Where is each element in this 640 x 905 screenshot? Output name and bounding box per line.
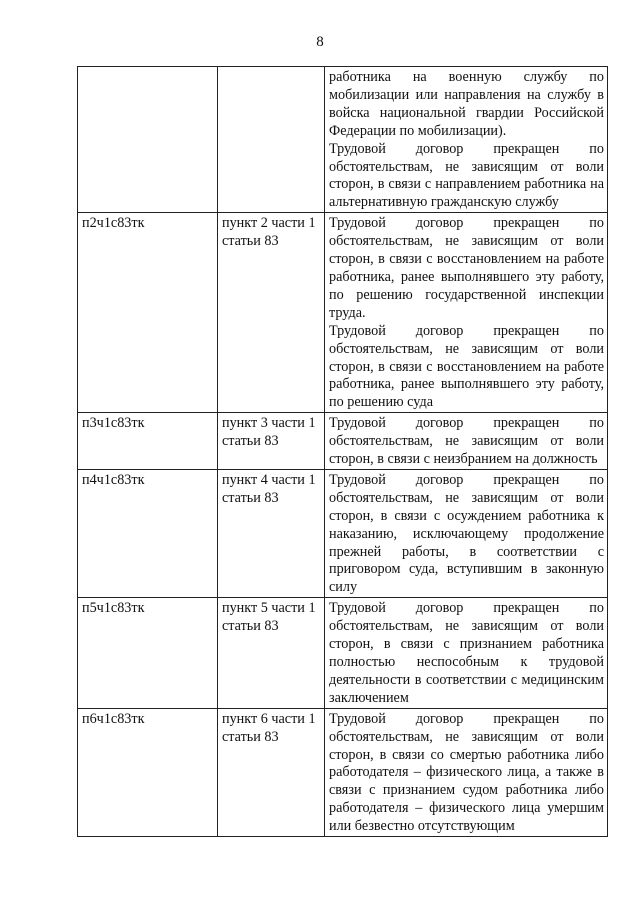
code-cell: п4ч1с83тк: [78, 469, 218, 597]
code-cell: п2ч1с83тк: [78, 213, 218, 413]
description-cell: [325, 67, 608, 213]
article-reference-cell: пункт 4 части 1 статьи 83: [218, 469, 325, 597]
code-cell: [78, 67, 218, 213]
description-paragraph: Трудовой договор прекращен по обстоятельствам, не зависящим от воли сторон, в связи с осуждением работника к наказанию, исключающему продолжение прежней работы, в соответствии с приговором суда, вступившим в законную силу: [329, 471, 604, 596]
description-cell: [325, 469, 608, 597]
description-paragraph: Трудовой договор прекращен по обстоятельствам, не зависящим от воли сторон, в связи с восстановлением на работе работника, ранее выполнявшего эту работу, по решению государственной инспекции труда.: [329, 215, 604, 321]
table-row: [78, 67, 608, 213]
description-paragraph: Трудовой договор прекращен по обстоятельствам, не зависящим от воли сторон, в связи с восстановлением на работе работника, ранее выполнявшего эту работу, по решению суда: [329, 322, 604, 411]
code-cell: п3ч1с83тк: [78, 413, 218, 470]
table-row: [78, 413, 608, 470]
article-reference-cell: пункт 3 части 1 статьи 83: [218, 413, 325, 470]
description-paragraph: Трудовой договор прекращен по обстоятельствам, не зависящим от воли сторон, в связи с направлением работника на альтернативную гражданскую службу: [329, 140, 604, 211]
description-paragraph: Трудовой договор прекращен по обстоятельствам, не зависящим от воли сторон, в связи с признанием работника полностью неспособным к трудовой деятельности в соответствии с медицинским заключением: [329, 600, 604, 706]
page-number: 8: [316, 34, 324, 50]
description-cell: [325, 213, 608, 413]
article-reference-cell: пункт 6 части 1 статьи 83: [218, 708, 325, 836]
table-row: [78, 708, 608, 836]
description-cell: [325, 413, 608, 470]
table-row: [78, 598, 608, 708]
article-reference-cell: пункт 5 части 1 статьи 83: [218, 598, 325, 708]
article-reference-cell: пункт 2 части 1 статьи 83: [218, 213, 325, 413]
description-paragraph: работника на военную службу по мобилизации или направления на службу в войска национальной гвардии Российской Федерации по мобилизации).: [329, 69, 604, 139]
table-row: [78, 213, 608, 413]
description-cell: [325, 708, 608, 836]
description-paragraph: Трудовой договор прекращен по обстоятельствам, не зависящим от воли сторон, в связи со смертью работника либо работодателя – физического лица, а также в связи с признанием судом работника либо работодателя – физического лица умершим или безвестно отсутствующим: [329, 710, 604, 835]
description-cell: [325, 598, 608, 708]
code-cell: п6ч1с83тк: [78, 708, 218, 836]
code-cell: п5ч1с83тк: [78, 598, 218, 708]
article-codes-table: [77, 66, 608, 837]
table-row: [78, 469, 608, 597]
article-reference-cell: [218, 67, 325, 213]
description-paragraph: Трудовой договор прекращен по обстоятельствам, не зависящим от воли сторон, в связи с неизбранием на должность: [329, 415, 604, 468]
